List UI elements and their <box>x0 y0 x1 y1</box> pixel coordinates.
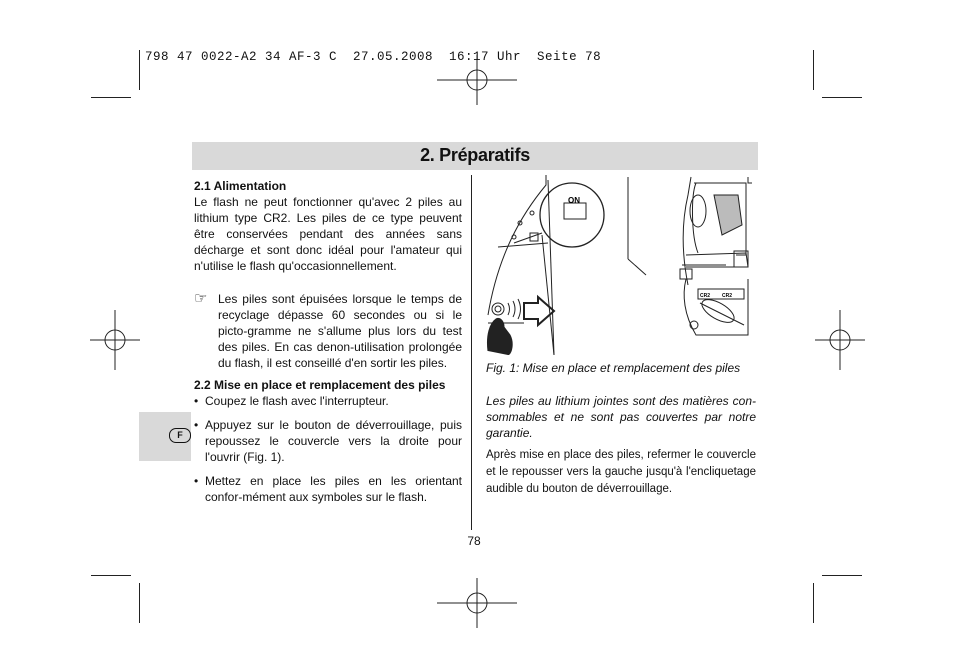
crop-mark <box>822 575 862 576</box>
paragraph-alimentation: Le flash ne peut fonctionner qu'avec 2 piles au lithium type CR2. Les piles de ce type peuvent être conservées pendant des années sans décharge et sont donc idéal pour l'amateur qui n'utilise le flash qu'occasionnellement. <box>194 195 462 273</box>
cr2-label: CR2 <box>722 293 733 299</box>
battery-diagram <box>486 175 758 355</box>
battery-note-text: Les piles sont épuisées lorsque le temps de recyclage dépasse 60 secondes ou si le picto-gramme ne s'allume plus lors du test des piles. En cas denon-utilisation prolongée du flash, il est conseillé d'en sortir les piles. <box>218 292 462 370</box>
column-divider <box>471 175 472 530</box>
page-number: 78 <box>467 534 481 548</box>
figure-caption: Fig. 1: Mise en place et remplacement des piles <box>486 361 741 375</box>
list-item: • Coupez le flash avec l'interrupteur. <box>194 394 389 408</box>
crop-mark <box>813 583 814 623</box>
paragraph-closing: Après mise en place des piles, refermer le couvercle et le repousser vers la gauche jusqu'à l'encliquetage audible du bouton de déverrouillage. <box>486 449 756 495</box>
left-column <box>194 178 462 505</box>
cr2-label: CR2 <box>700 293 711 299</box>
registration-mark-icon <box>437 578 517 628</box>
list-item: • Mettez en place les piles en les orientant confor-mément aux symboles sur le flash. <box>194 474 462 504</box>
battery-note <box>194 291 462 371</box>
crop-mark <box>139 50 140 90</box>
heading-mise-en-place: 2.2 Mise en place et remplacement des piles <box>194 378 446 392</box>
section-title-bar <box>192 142 758 170</box>
section-title: 2. Préparatifs <box>420 145 530 165</box>
switch-on-label: ON <box>568 196 580 205</box>
pointing-hand-icon: ☞ <box>194 290 208 307</box>
print-header: 798 47 0022-A2 34 AF-3 C 27.05.2008 16:17 Uhr Seite 78 <box>145 50 602 64</box>
registration-mark-icon <box>90 310 140 370</box>
list-item: • Appuyez sur le bouton de déverrouillage, puis repoussez le couvercle vers la droite pour l'ouvrir (Fig. 1). <box>194 418 462 464</box>
crop-mark <box>822 97 862 98</box>
heading-alimentation: 2.1 Alimentation <box>194 179 287 193</box>
language-badge: F <box>169 428 191 443</box>
right-column <box>486 360 756 498</box>
crop-mark <box>91 97 131 98</box>
crop-mark <box>813 50 814 90</box>
crop-mark <box>91 575 131 576</box>
guarantee-note: Les piles au lithium jointes sont des matières con-sommables et ne sont pas couvertes par notre garantie. <box>486 394 756 440</box>
registration-mark-icon <box>815 310 865 370</box>
language-tab <box>139 412 191 461</box>
crop-mark <box>139 583 140 623</box>
